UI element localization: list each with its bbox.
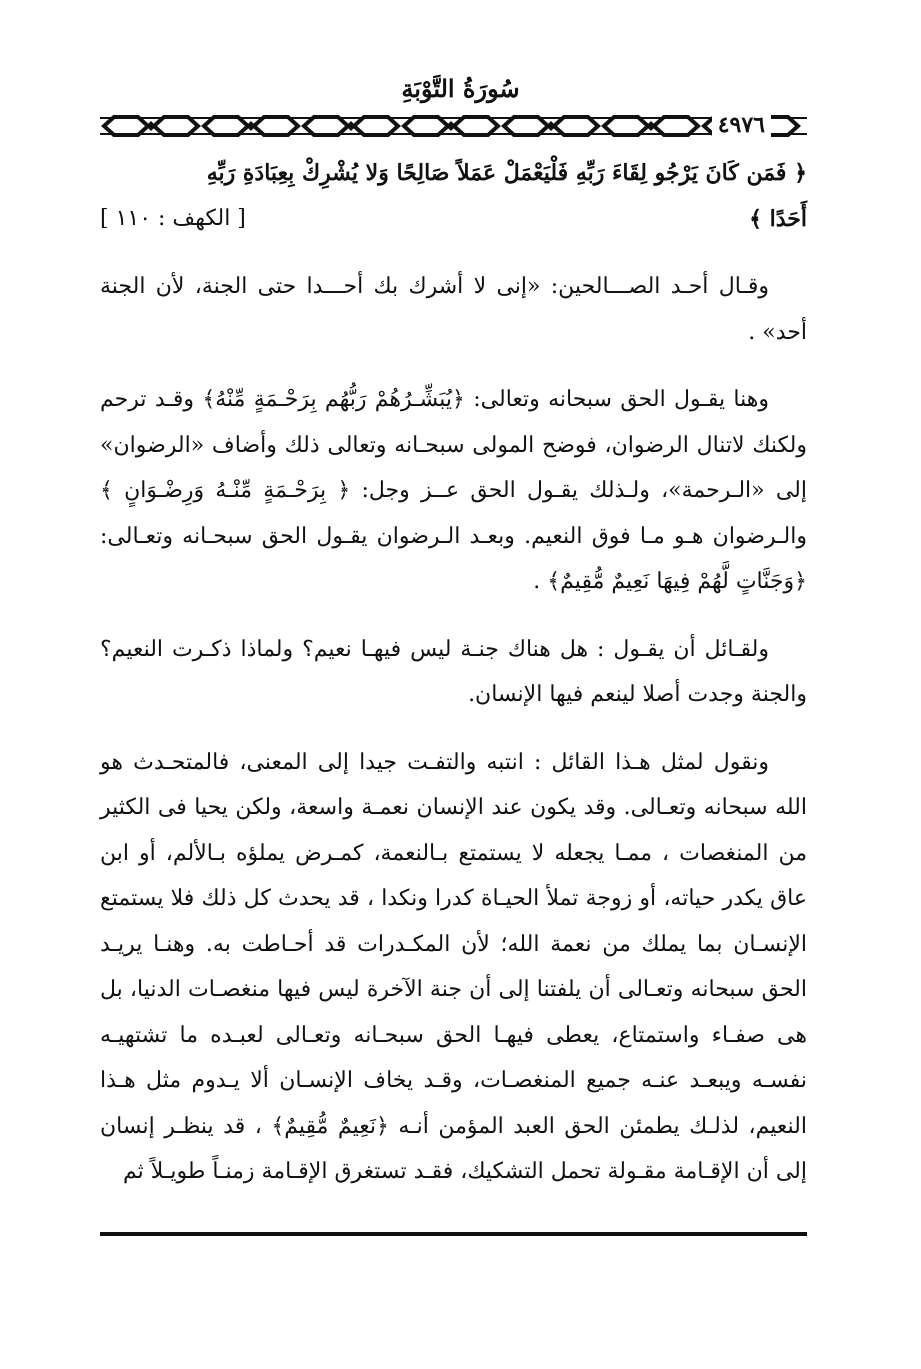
paragraph: ولقـائل أن يقـول : هل هناك جنـة ليس فيهـا نعيم؟ ولماذا ذكـرت النعيم؟ والجنة وجدت أصلا لينعم فيها الإنسان. (100, 636, 807, 707)
page-body (100, 150, 807, 1217)
paragraph: ونقول لمثل هـذا القائل : انتبه والتفـت جيدا إلى المعنى، فالمتحـدث هو الله سبحانه وتعـالى. وقد يكون عند الإنسان نعمـة واسعة، ولكن يحيا فى الكثير من المنغصات ، ممـا يجعله لا يستمتع بـالنعمة، كمـرض يملؤه بـالألم، أو ابن عاق يكدر حياته، أو زوجة تملأ الحيـاة كدرا ونكدا ، قد يحدث كل ذلك فلا يستمتع الإنسـان بما يملك من نعمة الله؛ لأن المكـدرات قد أحـاطت به. وهنـا يريـد الحق سبحانه وتعـالى أن يلفتنا إلى أن جنة الآخرة ليس فيها منغصـات الدنيا، بل هى صفـاء واستمتاع، يعطى فيهـا الحق سبحـانه وتعـالى لعبـده ما تشتهيـه نفسـه ويبعـد عنـه جميع المنغصـات، وقـد يخاف الإنسـان ألا يـدوم مثل هـذا النعيم، لذلـك يطمئن الحق العبد المؤمن أنـه ﴿نَعِيمٌ مُّقِيمٌ﴾ ، قد ينظـر إنسان إلى أن الإقـامة مقـولة تحمل التشكيك، فقـد تستغرق الإقـامة زمنـاً طويـلاً ثم (100, 749, 807, 1184)
paragraph: وقـال أحـد الصـــالحين: «إنى لا أشرك بك أحـــدا حتى الجنة، لأن الجنة أحد» . (100, 274, 807, 345)
verse-reference: [ الكهف : ١١٠ ] (100, 206, 246, 231)
ornamental-header-band (100, 109, 807, 143)
quran-verse-closing-line (100, 196, 807, 242)
paragraph: وهنا يقـول الحق سبحانه وتعالى: ﴿يُبَشِّـرُهُمْ رَبُّهُم بِرَحْـمَةٍ مِّنْهُ﴾ وقـد ترحم ولكنك لاتنال الرضوان، فوضح المولى سبحـانه وتعالى ذلك وأضاف «الرضوان» إلى «الـرحمة»، ولـذلك يقـول الحق عــز وجل: ﴿ بِرَحْـمَةٍ مِّنْـهُ وَرِضْـوَانٍ ﴾ والـرضوان هـو مـا فوق النعيم. وبعـد الـرضوان يقـول الحق سبحـانه وتعـالى: ﴿وَجَنَّاتٍ لَّهُمْ فِيهَا نَعِيمٌ مُّقِيمٌ﴾ . (100, 387, 807, 594)
quran-verse-end: أَحَدًا ﴾ (749, 206, 807, 232)
surah-title: سُورَةُ التَّوْبَةِ (401, 74, 520, 103)
quran-verse-line: ﴿ فَمَن كَانَ يَرْجُو لِقَاءَ رَبِّهِ فَلْيَعْمَلْ عَمَلاً صَالِحًا وَلا يُشْرِكْ بِعِبَادَةِ رَبِّهِ (206, 160, 807, 186)
page-number: ٤٩٧٦ (712, 111, 771, 139)
chain-ornament (100, 109, 807, 143)
footer-rule (100, 1232, 807, 1236)
